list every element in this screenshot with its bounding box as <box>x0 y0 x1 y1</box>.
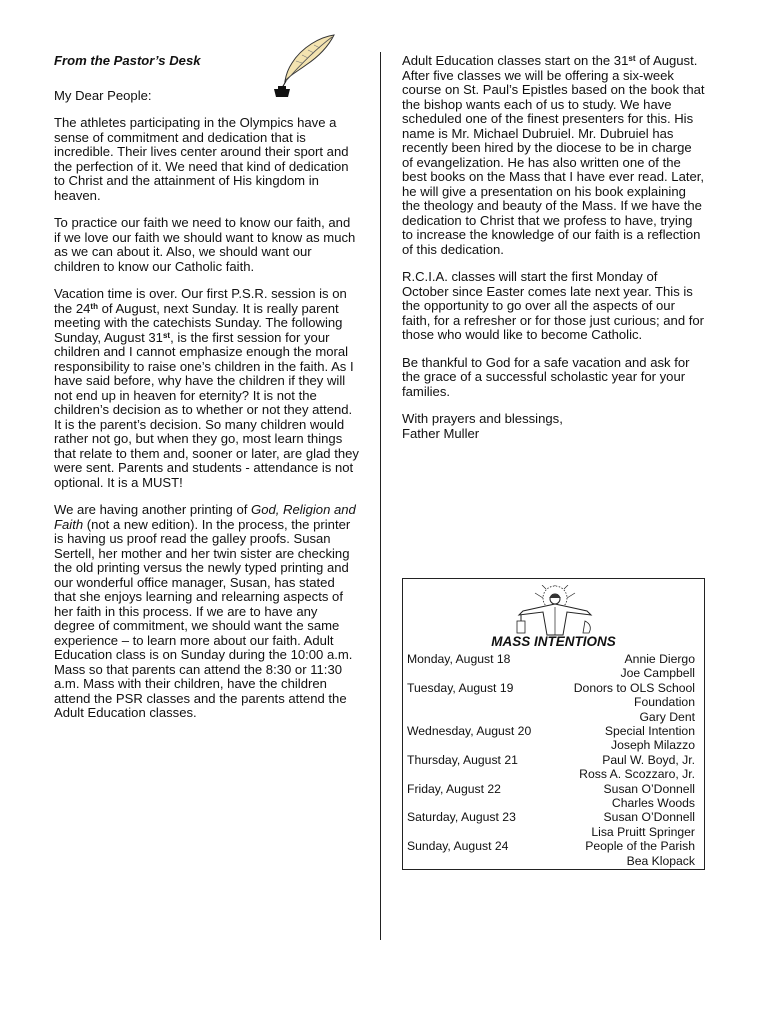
paragraph-rcia: R.C.I.A. classes will start the first Monday of October since Easter comes late next year. This is the opportunity to go over all the aspects of our faith, for a refresher or for those just curious; and for those who would like to become Catholic. <box>402 269 705 342</box>
column-divider <box>380 52 381 940</box>
paragraph-know-faith: To practice our faith we need to know our faith, and if we love our faith we should want to know as much as we can about it. Also, we should want our children to know our Catholic faith. <box>54 215 356 274</box>
intention-name: Annie Diergo <box>624 652 695 666</box>
intention-day: Friday, August 22 <box>407 781 501 796</box>
intention-name: Special Intention <box>604 724 695 739</box>
jesus-open-arms-icon <box>513 585 597 637</box>
intention-name: Susan O’Donnell <box>603 781 695 796</box>
intention-day: Saturday, August 23 <box>407 810 516 825</box>
intention-name: Gary Dent <box>639 709 695 724</box>
mass-intentions-box <box>402 578 705 870</box>
intention-name: Foundation <box>634 695 695 710</box>
intention-names <box>620 652 695 681</box>
intention-name: Donors to OLS School <box>573 680 695 695</box>
intention-name: People of the Parish <box>585 839 695 854</box>
intention-day: Monday, August 18 <box>407 652 511 666</box>
left-column <box>54 54 360 734</box>
intention-name: Joe Campbell <box>620 666 695 681</box>
intention-names <box>579 753 695 782</box>
intention-name: Lisa Pruitt Springer <box>591 824 695 839</box>
intention-row <box>407 724 695 753</box>
intention-row <box>407 839 695 868</box>
intention-names <box>605 724 695 753</box>
intention-name: Paul W. Boyd, Jr. <box>602 752 695 767</box>
mass-intentions-list <box>407 652 695 868</box>
intention-day: Tuesday, August 19 <box>407 680 514 695</box>
intention-name: Joseph Milazzo <box>611 738 695 753</box>
intention-row <box>407 681 695 724</box>
intention-row <box>407 753 695 782</box>
paragraph-thankful: Be thankful to God for a safe vacation and ask for the grace of a successful scholastic year for your families. <box>402 354 690 399</box>
intention-names <box>574 681 695 724</box>
intention-day: Thursday, August 21 <box>407 752 518 767</box>
signature: Father Muller <box>402 425 480 441</box>
intention-names <box>585 839 695 868</box>
paragraph-vacation: Vacation time is over. Our first P.S.R. session is on the 24th of August, next Sunday. It is really parent meeting with the catechists Sunday. The following Sunday, August 31st, is the first session for your children and I cannot emphasize enough the moral responsibility to raise one’s children in the faith. As I have said before, why have the children if they will not end up in heaven for eternity? It is not the children’s decision as to whether or not they attend. It is the parent’s decision. So many children would rather not go, but when they go, most learn things that relate to them and, sooner or later, are glad they were sent. Parents and students - attendance is not optional. It is a MUST! <box>54 286 359 490</box>
mass-intentions-title: MASS INTENTIONS <box>491 634 616 649</box>
intention-name: Charles Woods <box>611 796 695 811</box>
intention-name: Bea Klopack <box>626 853 695 868</box>
intention-name: Ross A. Scozzaro, Jr. <box>579 767 695 782</box>
book-title: God, Religion and Faith <box>54 502 356 532</box>
intention-day: Sunday, August 24 <box>407 839 509 854</box>
intention-name: Susan O’Donnell <box>603 810 695 825</box>
intention-row <box>407 810 695 839</box>
paragraph-printing: We are having another printing of God, Religion and Faith (not a new edition). In the process, the printer is having us proof read the galley proofs. Susan Sertell, her mother and her twin sister are checking the old printing versus the newly typed printing and our wonderful office manager, Susan, has stated that she enjoys learning and relearning aspects of her faith in this process. If we are to have any degree of commitment, we should want the same experience – to learn more about our faith. Adult Education class is on Sunday during the 10:00 a.m. Mass so that parents can attend the 8:30 or 11:30 a.m. Mass with their children, have the children attend the PSR classes and the parents attend the Adult Education classes. <box>54 502 356 720</box>
closing: With prayers and blessings, <box>402 411 563 426</box>
intention-names <box>591 810 695 839</box>
intention-day: Wednesday, August 20 <box>407 724 532 739</box>
pastor-desk-heading: From the Pastor’s Desk <box>54 53 201 68</box>
right-column <box>402 54 706 441</box>
greeting: My Dear People: <box>54 87 152 103</box>
paragraph-olympics: The athletes participating in the Olympics have a sense of commitment and dedication that is incredible. Their lives center around their sport and the perfection of it. We need that kind of dedication to Christ and the attainment of His kingdom in heaven. <box>54 115 349 203</box>
intention-row <box>407 652 695 681</box>
intention-names <box>604 782 695 811</box>
intention-row <box>407 782 695 811</box>
paragraph-adult-education: Adult Education classes start on the 31st of August. After five classes we will be offering a six-week course on St. Paul’s Epistles based on the book that the bishop wants each of us to study. We have scheduled one of the finest presenters for this. His name is Mr. Michael Dubruiel. Mr. Dubruiel has recently been hired by the diocese to be in charge of evangelization. He has also written one of the best books on the Mass that I have ever read. Later, he will give a presentation on his book explaining the theology and beauty of the Mass. If we have the dedication to Christ that we profess to have, trying to increase the knowledge of our faith is a reflection of this dedication. <box>402 53 705 257</box>
